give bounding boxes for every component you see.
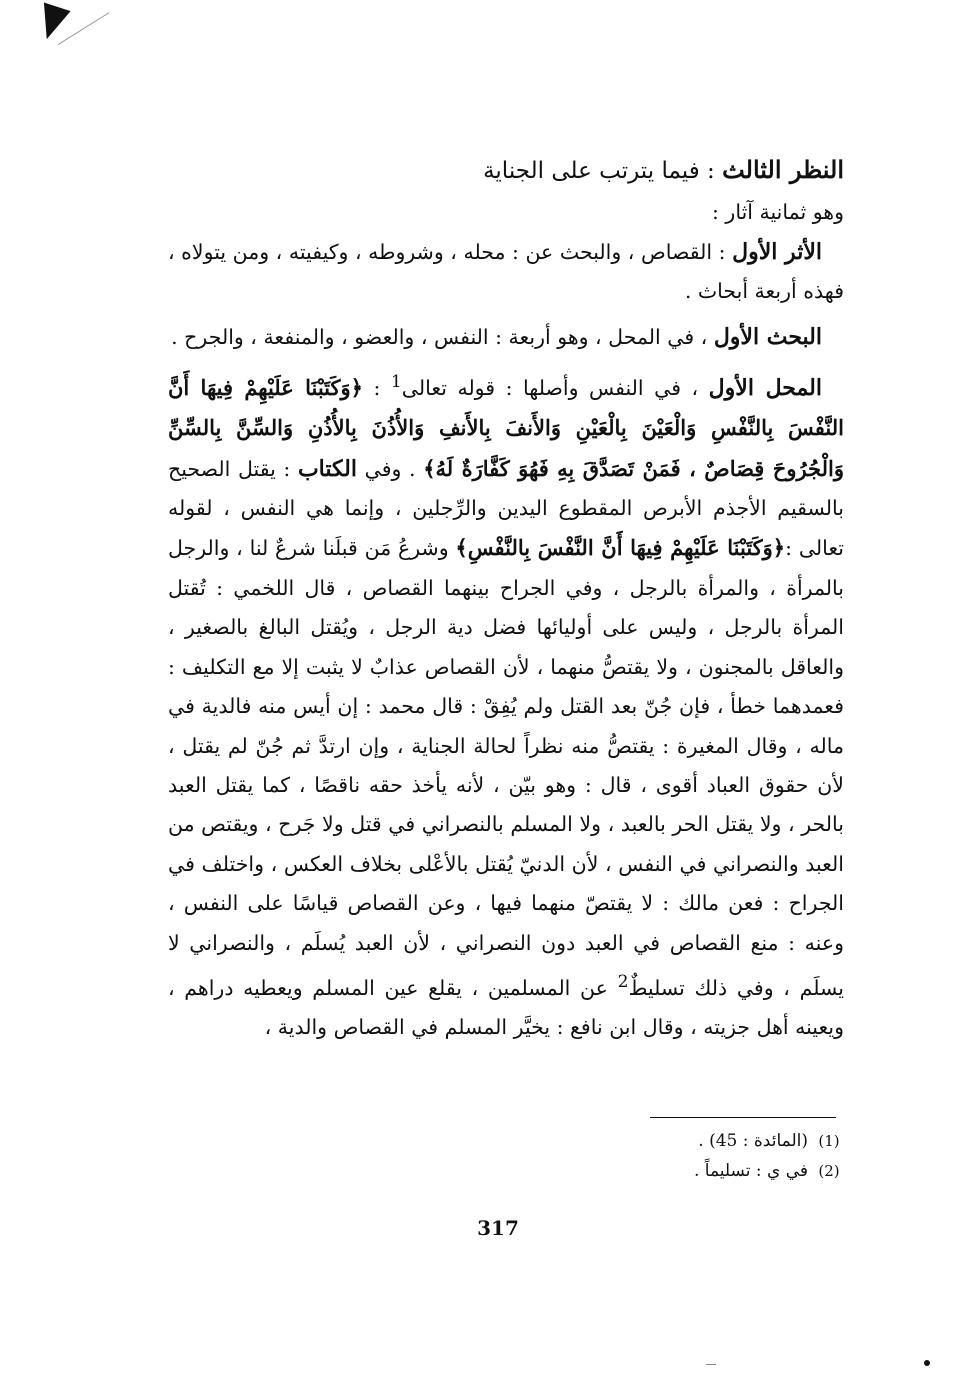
footnote-ref-1: 1 bbox=[390, 372, 402, 393]
scan-dot bbox=[924, 1360, 930, 1366]
quran-verse-2: ﴿وَكَتَبْنَا عَلَيْهِمْ فِيهَا أَنَّ النَّفْسَ بِالنَّفْسِ﴾ bbox=[455, 535, 786, 561]
mahal-text-3: عن المسلمين ، يقلع عين المسلم ويعطيه دراهم ، ويعينه أهل جزيته ، وقال ابن نافع : يخيَّر المسلم في القصاص والدية ، bbox=[168, 975, 844, 1040]
bahth-paragraph bbox=[168, 318, 844, 357]
scan-corner-mark bbox=[33, 3, 70, 44]
section-heading bbox=[168, 150, 844, 191]
footnote-2-number: (2) bbox=[818, 1162, 840, 1180]
footnote-1 bbox=[640, 1126, 840, 1156]
mahal-paragraph bbox=[168, 363, 844, 1048]
bahth-text: ، في المحل ، وهو أربعة : النفس ، والعضو ، والمنفعة ، والجرح . bbox=[171, 324, 708, 349]
scan-tick bbox=[706, 1364, 716, 1365]
athar-text: : القصاص ، والبحث عن : محله ، وشروطه ، وكيفيته ، ومن يتولاه ، فهذه أربعة أبحاث . bbox=[168, 239, 844, 304]
footnotes bbox=[640, 1126, 840, 1186]
athar-paragraph bbox=[168, 233, 844, 312]
quran-verse-1: ﴿وَكَتَبْنَا عَلَيْهِمْ فِيهَا أَنَّ النَّفْسَ بِالنَّفْسِ وَالْعَيْنَ بِالْعَيْنِ وَالأَنفَ بِالأَنفِ وَالأُذُنَ بِالأُذُنِ وَالسِّنَّ بِالسِّنِّ وَالْجُرُوحَ قِصَاصٌ ، فَمَنْ تَصَدَّقَ بِهِ فَهُوَ كَفَّارَةٌ لَهُ﴾ bbox=[168, 374, 844, 481]
mahal-title: المحل الأول bbox=[708, 374, 822, 401]
footnote-2-text: في ي : تسليماً . bbox=[693, 1161, 808, 1181]
athar-title: الأثر الأول bbox=[732, 238, 822, 265]
section-heading-rest: : فيما يترتب على الجناية bbox=[483, 158, 715, 184]
mahal-lead: ، في النفس وأصلها : قوله تعالى bbox=[401, 375, 699, 400]
footnote-divider bbox=[650, 1117, 836, 1118]
mahal-colon: : bbox=[362, 375, 391, 400]
page-number: 317 bbox=[477, 1216, 519, 1240]
page-body bbox=[168, 150, 844, 1048]
mahal-text-2: وشرعُ مَن قبلَنا شرعٌ لنا ، والرجل بالمرأة ، والمرأة بالرجل ، وفي الجراح بينهما القصاص ، قال اللخمي : تُقتل المرأة بالرجل ، وليس على أوليائها فضل دية الرجل ، ويُقتل البالغ بالصغير ، والعاقل بالمجنون ، ولا يقتصُّ منهما ، لأن القصاص عذابٌ لا يثبت إلا مع التكليف : فعمدهما خطأ ، فإن جُنّ بعد القتل ولم يُفِقْ : قال محمد : إن أيس منه فالدية في ماله ، وقال المغيرة : يقتصُّ منه نظراً لحالة الجناية ، وإن ارتدَّ ثم جُنّ لم يقتل ، لأن حقوق العباد أقوى ، قال : وهو بيّن ، لأنه يأخذ حقه ناقصًا ، كما يقتل العبد بالحر ، ولا يقتل الحر بالعبد ، ولا المسلم بالنصراني في قتل ولا جَرح ، ويقتص من العبد والنصراني في النفس ، لأن الدنيّ يُقتل بالأعْلى بخلاف العكس ، واختلف في الجراح : فعن مالك : لا يقتصّ منهما فيها ، وعن القصاص قياسًا على النفس ، وعنه : منع القصاص في العبد دون النصراني ، لأن العبد يُسلَم ، والنصراني لا يسلَم ، وفي ذلك تسليطٌ bbox=[168, 536, 845, 1000]
footnote-1-text: (المائدة : 45) . bbox=[698, 1131, 808, 1151]
mahal-after: . وفي bbox=[357, 456, 424, 481]
footnote-1-number: (1) bbox=[818, 1132, 840, 1150]
mahal-text-1: : يقتل الصحيح بالسقيم الأجذم الأبرص المقطوع اليدين والرِّجلين ، وإنما هي النفس ، لقوله تعالى : bbox=[168, 456, 844, 561]
footnote-ref-2: 2 bbox=[617, 971, 629, 992]
intro-line: وهو ثمانية آثار : bbox=[712, 200, 844, 225]
section-heading-bold: النظر الثالث bbox=[722, 155, 844, 184]
bahth-title: البحث الأول bbox=[713, 323, 822, 350]
kitab-ref: الكتاب bbox=[297, 455, 357, 482]
footnote-2 bbox=[640, 1156, 840, 1186]
